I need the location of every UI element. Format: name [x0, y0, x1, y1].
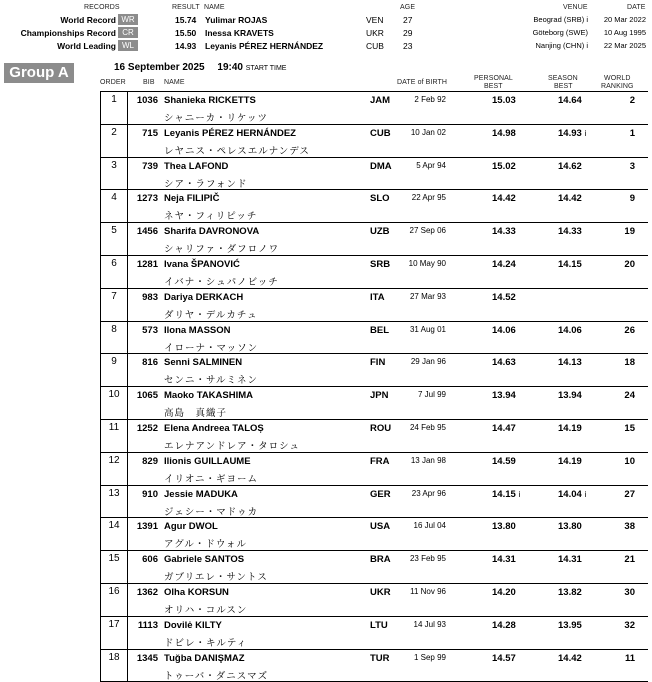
start-time-label: START TIME [245, 65, 287, 72]
bib-number: 1252 [136, 422, 158, 434]
personal-best [492, 259, 519, 270]
date-of-birth: 10 Jan 02 [410, 127, 446, 137]
season-best-value: 14.33 [558, 226, 582, 238]
personal-best-value: 15.02 [492, 160, 516, 172]
records-header-result: RESULT [172, 4, 200, 11]
date-of-birth: 1 Sep 99 [413, 652, 446, 662]
season-best [558, 620, 585, 631]
records-header-age: AGE [400, 4, 416, 11]
world-ranking: 3 [629, 160, 635, 172]
world-ranking: 30 [624, 586, 635, 598]
personal-best-value: 14.06 [492, 324, 516, 336]
athlete-name-japanese: シャニーカ・リケッツ [164, 113, 268, 124]
records-header-date: DATE [627, 4, 646, 11]
personal-best [492, 95, 519, 106]
season-best [558, 95, 585, 106]
bib-number: 739 [142, 160, 158, 172]
nation-code: BEL [370, 324, 389, 336]
order-number: 16 [100, 584, 128, 616]
nation-code: USA [370, 521, 391, 533]
record-result: 15.74 [175, 15, 197, 25]
order-number: 3 [100, 158, 128, 190]
start-time: 19:40 [217, 62, 243, 73]
athlete-name: Elena Andreea TALOȘ [164, 422, 264, 434]
nation-code: TUR [370, 652, 390, 664]
order-number: 18 [100, 650, 128, 682]
athlete-name: Shanieka RICKETTS [164, 95, 256, 106]
record-date: 20 Mar 2022 [603, 15, 646, 24]
personal-best [492, 193, 519, 204]
order-number: 1 [100, 92, 128, 124]
date-of-birth: 27 Sep 06 [409, 226, 446, 236]
personal-best [492, 489, 521, 500]
athlete-name-japanese: イバナ・シュパノビッチ [164, 276, 279, 288]
order-number: 14 [100, 518, 128, 550]
season-best [558, 128, 587, 139]
table-row [100, 158, 648, 191]
season-best-value: 14.93 [558, 127, 582, 139]
world-ranking: 1 [629, 127, 635, 139]
athlete-name: Neja FILIPIČ [164, 193, 220, 205]
world-ranking: 10 [624, 455, 635, 467]
athlete-name: Thea LAFOND [164, 160, 229, 172]
world-ranking: 27 [624, 488, 635, 500]
record-nation: VEN [366, 15, 384, 25]
season-best [558, 521, 585, 532]
season-best-value: 14.13 [558, 357, 582, 369]
season-best-value: 14.31 [558, 554, 582, 566]
record-label: Championships Record [20, 28, 116, 38]
athlete-name: Dovilė KILTY [164, 619, 222, 631]
record-label: World Record [60, 15, 116, 25]
table-row [100, 223, 648, 256]
season-best [558, 489, 587, 500]
world-ranking: 2 [629, 95, 635, 106]
athlete-name: Senni SALMINEN [164, 357, 243, 369]
record-nation: UKR [366, 28, 384, 38]
table-row [100, 256, 648, 289]
athlete-name: Dariya DERKACH [164, 291, 244, 303]
date-of-birth: 11 Nov 96 [410, 586, 446, 596]
personal-best-value: 14.63 [492, 357, 516, 369]
nation-code: UKR [370, 586, 391, 598]
athlete-name-japanese: イリオニ・ギヨーム [164, 473, 259, 485]
order-number: 12 [100, 453, 128, 485]
record-name: Inessa KRAVETS [205, 28, 274, 38]
season-best [558, 226, 585, 237]
personal-best-value: 14.52 [492, 291, 516, 303]
table-row [100, 486, 648, 519]
bib-number: 1391 [136, 521, 158, 533]
athlete-name: Ivana ŠPANOVIĆ [164, 258, 240, 270]
nation-code: CUB [370, 127, 391, 139]
personal-best-value: 14.20 [492, 586, 516, 598]
record-name: Yulimar ROJAS [205, 15, 268, 25]
personal-best-value: 13.94 [492, 390, 516, 402]
personal-best-value: 14.59 [492, 455, 516, 467]
personal-best-value: 14.33 [492, 226, 516, 238]
world-ranking: 15 [624, 422, 635, 434]
athlete-name: Leyanis PÉREZ HERNÁNDEZ [164, 127, 296, 139]
world-ranking: 21 [624, 554, 635, 566]
world-ranking: 20 [624, 258, 635, 270]
season-best [558, 390, 585, 401]
record-venue: Nanjing (CHN) i [535, 41, 588, 50]
athlete-name-japanese: ドビレ・キルティ [164, 637, 248, 649]
bib-number: 606 [142, 554, 158, 566]
bib-number: 1036 [136, 95, 158, 106]
personal-best [492, 390, 519, 401]
table-row [100, 322, 648, 355]
col-header-ranking-line2: RANKING [601, 83, 634, 90]
order-number: 17 [100, 617, 128, 649]
bib-number: 1065 [136, 390, 158, 402]
athlete-name-japanese: アグル・ドウォル [164, 539, 248, 551]
world-ranking: 38 [624, 521, 635, 533]
personal-best-value: 13.80 [492, 521, 516, 533]
order-number: 11 [100, 420, 128, 452]
season-best-indoor-mark: i [584, 489, 587, 499]
season-best [558, 587, 585, 598]
season-best [558, 653, 585, 664]
order-number: 5 [100, 223, 128, 255]
event-meta [114, 62, 286, 73]
order-number: 10 [100, 387, 128, 419]
athlete-name-japanese: センニ・サルミネン [164, 375, 259, 387]
personal-best [492, 161, 519, 172]
bib-number: 829 [142, 455, 158, 467]
nation-code: LTU [370, 619, 388, 631]
personal-best-value: 14.57 [492, 652, 516, 664]
order-number: 6 [100, 256, 128, 288]
nation-code: ITA [370, 291, 385, 303]
date-of-birth: 22 Apr 95 [411, 193, 446, 203]
athlete-name: Sharifa DAVRONOVA [164, 226, 260, 238]
personal-best [492, 423, 519, 434]
date-of-birth: 16 Jul 04 [413, 521, 446, 531]
date-of-birth: 7 Jul 99 [417, 390, 446, 400]
season-best-value: 14.42 [558, 652, 582, 664]
bib-number: 816 [142, 357, 158, 369]
record-date: 10 Aug 1995 [603, 28, 646, 37]
athlete-name-japanese: トゥーバ・ダニスマズ [164, 670, 269, 682]
group-badge: Group A [4, 63, 74, 83]
bib-number: 573 [142, 324, 158, 336]
records-header-name: NAME [204, 4, 225, 11]
athlete-name-japanese: エレナアンドレア・タロシュ [164, 440, 300, 452]
col-header-pb-line1: PERSONAL [474, 75, 513, 82]
season-best [558, 357, 585, 368]
athlete-name: Tuğba DANIŞMAZ [164, 652, 245, 664]
athlete-name-japanese: ネヤ・フィリピッチ [164, 211, 258, 223]
col-header-pb-line2: BEST [484, 83, 503, 90]
order-number: 2 [100, 125, 128, 157]
season-best [558, 423, 585, 434]
table-row [100, 453, 648, 486]
table-row [100, 518, 648, 551]
season-best [558, 259, 585, 270]
nation-code: SRB [370, 258, 391, 270]
season-best-value: 13.82 [558, 586, 582, 598]
season-best-value: 14.19 [558, 422, 582, 434]
personal-best [492, 325, 519, 336]
personal-best-value: 14.28 [492, 619, 516, 631]
personal-best [492, 653, 519, 664]
personal-best-value: 14.15 [492, 488, 516, 500]
personal-best-value: 14.24 [492, 258, 516, 270]
start-list-table [100, 91, 648, 682]
bib-number: 1456 [136, 226, 158, 238]
record-result: 14.93 [175, 41, 197, 51]
date-of-birth: 27 Mar 93 [409, 291, 446, 301]
record-name: Leyanis PÉREZ HERNÁNDEZ [205, 41, 324, 51]
season-best-value: 14.15 [558, 258, 582, 270]
col-header-bib: BIB [143, 79, 155, 86]
date-of-birth: 31 Aug 01 [409, 324, 446, 334]
bib-number: 983 [142, 291, 158, 303]
record-abbr-badge: WL [118, 40, 138, 51]
personal-best-value: 15.03 [492, 95, 516, 106]
season-best-value: 14.42 [558, 193, 582, 205]
personal-best [492, 587, 519, 598]
date-of-birth: 10 May 90 [408, 258, 446, 268]
col-header-order: ORDER [100, 79, 126, 86]
athlete-name-japanese: シア・ラフォンド [164, 178, 248, 190]
season-best-value: 13.80 [558, 521, 582, 533]
world-ranking: 24 [624, 390, 635, 402]
bib-number: 1362 [136, 586, 158, 598]
personal-best-value: 14.98 [492, 127, 516, 139]
world-ranking: 18 [624, 357, 635, 369]
table-row [100, 387, 648, 420]
personal-best [492, 226, 519, 237]
col-header-sb-line1: SEASON [548, 75, 578, 82]
personal-best-value: 14.47 [492, 422, 516, 434]
season-best-value: 14.62 [558, 160, 582, 172]
nation-code: FIN [370, 357, 386, 369]
athlete-name: Maoko TAKASHIMA [164, 390, 254, 402]
date-of-birth: 29 Jan 96 [410, 357, 446, 367]
col-header-ranking-line1: WORLD [604, 75, 631, 82]
athlete-name-japanese: イローナ・マッソン [164, 342, 259, 354]
order-number: 4 [100, 190, 128, 222]
personal-best-value: 14.31 [492, 554, 516, 566]
world-ranking: 26 [624, 324, 635, 336]
table-row [100, 125, 648, 158]
record-age: 23 [403, 41, 413, 51]
record-result: 15.50 [175, 28, 197, 38]
season-best-value: 14.06 [558, 324, 582, 336]
records-header-venue: VENUE [563, 4, 588, 11]
athlete-name-japanese: オリハ・コルスン [164, 604, 248, 616]
records-header-records: RECORDS [84, 4, 120, 11]
athlete-name: Agur DWOL [164, 521, 218, 533]
season-best-value: 13.95 [558, 619, 582, 631]
personal-best [492, 357, 519, 368]
record-abbr-badge: CR [118, 27, 138, 38]
nation-code: DMA [370, 160, 392, 172]
order-number: 9 [100, 354, 128, 386]
nation-code: GER [370, 488, 391, 500]
athlete-name-japanese: シャリファ・ダフロノワ [164, 244, 280, 256]
bib-number: 1113 [137, 619, 158, 631]
world-ranking: 11 [624, 652, 635, 664]
nation-code: JAM [370, 95, 391, 106]
nation-code: SLO [370, 193, 390, 205]
season-best [558, 456, 585, 467]
nation-code: JPN [370, 390, 389, 402]
season-best-value: 14.64 [558, 95, 582, 106]
athlete-name: Jessie MADUKA [164, 488, 238, 500]
season-best [558, 193, 585, 204]
record-age: 27 [403, 15, 413, 25]
date-of-birth: 23 Apr 96 [411, 488, 446, 498]
nation-code: ROU [370, 422, 392, 434]
athlete-name: Ilona MASSON [164, 324, 231, 336]
bib-number: 1345 [136, 652, 158, 664]
athlete-name-japanese: ダリヤ・デルカチュ [164, 309, 258, 321]
date-of-birth: 23 Feb 95 [409, 554, 446, 564]
season-best-value: 14.04 [558, 488, 582, 500]
personal-best [492, 554, 519, 565]
nation-code: UZB [370, 226, 390, 238]
record-venue: Beograd (SRB) i [533, 15, 588, 24]
order-number: 15 [100, 551, 128, 583]
season-best-indoor-mark: i [584, 128, 587, 138]
table-row [100, 551, 648, 584]
bib-number: 1273 [136, 193, 158, 205]
athlete-name-japanese: レヤニス・ペレスエルナンデス [164, 145, 310, 157]
personal-best [492, 456, 519, 467]
table-row [100, 650, 648, 682]
athlete-name-japanese: 高島 真織子 [164, 408, 228, 420]
table-row [100, 420, 648, 453]
season-best [558, 325, 585, 336]
personal-best [492, 292, 519, 303]
table-row [100, 354, 648, 387]
table-row [100, 289, 648, 322]
athlete-name-japanese: ジェシー・マドゥカ [164, 506, 259, 518]
record-age: 29 [403, 28, 413, 38]
season-best [558, 161, 585, 172]
season-best [558, 292, 561, 303]
order-number: 13 [100, 486, 128, 518]
bib-number: 1281 [136, 258, 158, 270]
order-number: 7 [100, 289, 128, 321]
season-best [558, 554, 585, 565]
personal-best [492, 128, 519, 139]
season-best-value: 14.19 [558, 455, 582, 467]
world-ranking: 32 [624, 619, 635, 631]
personal-best [492, 620, 519, 631]
col-header-sb-line2: BEST [554, 83, 573, 90]
personal-best-indoor-mark: i [518, 489, 521, 499]
date-of-birth: 24 Feb 95 [409, 422, 446, 432]
col-header-name: NAME [164, 79, 185, 86]
table-row [100, 584, 648, 617]
date-of-birth: 5 Apr 94 [416, 160, 446, 170]
table-row [100, 92, 648, 125]
order-number: 8 [100, 322, 128, 354]
event-date: 16 September 2025 [114, 62, 205, 73]
date-of-birth: 2 Feb 92 [414, 95, 446, 104]
record-nation: CUB [366, 41, 384, 51]
bib-number: 715 [142, 127, 158, 139]
world-ranking: 19 [624, 226, 635, 238]
athlete-name: Olha KORSUN [164, 586, 229, 598]
table-row [100, 617, 648, 650]
record-abbr-badge: WR [118, 14, 138, 25]
athlete-name: Ilionis GUILLAUME [164, 455, 251, 467]
col-header-dob: DATE of BIRTH [397, 79, 448, 86]
record-venue: Göteborg (SWE) [532, 28, 588, 37]
personal-best-value: 14.42 [492, 193, 516, 205]
bib-number: 910 [142, 488, 158, 500]
athlete-name-japanese: ガブリエレ・サントス [164, 572, 268, 584]
nation-code: BRA [370, 554, 391, 566]
nation-code: FRA [370, 455, 390, 467]
record-label: World Leading [57, 41, 116, 51]
record-date: 22 Mar 2025 [603, 41, 646, 50]
athlete-name: Gabriele SANTOS [164, 554, 245, 566]
date-of-birth: 13 Jan 98 [410, 455, 446, 465]
table-row [100, 190, 648, 223]
world-ranking: 9 [629, 193, 635, 205]
date-of-birth: 14 Jul 93 [413, 619, 446, 629]
personal-best [492, 521, 519, 532]
season-best-value: 13.94 [558, 390, 582, 402]
